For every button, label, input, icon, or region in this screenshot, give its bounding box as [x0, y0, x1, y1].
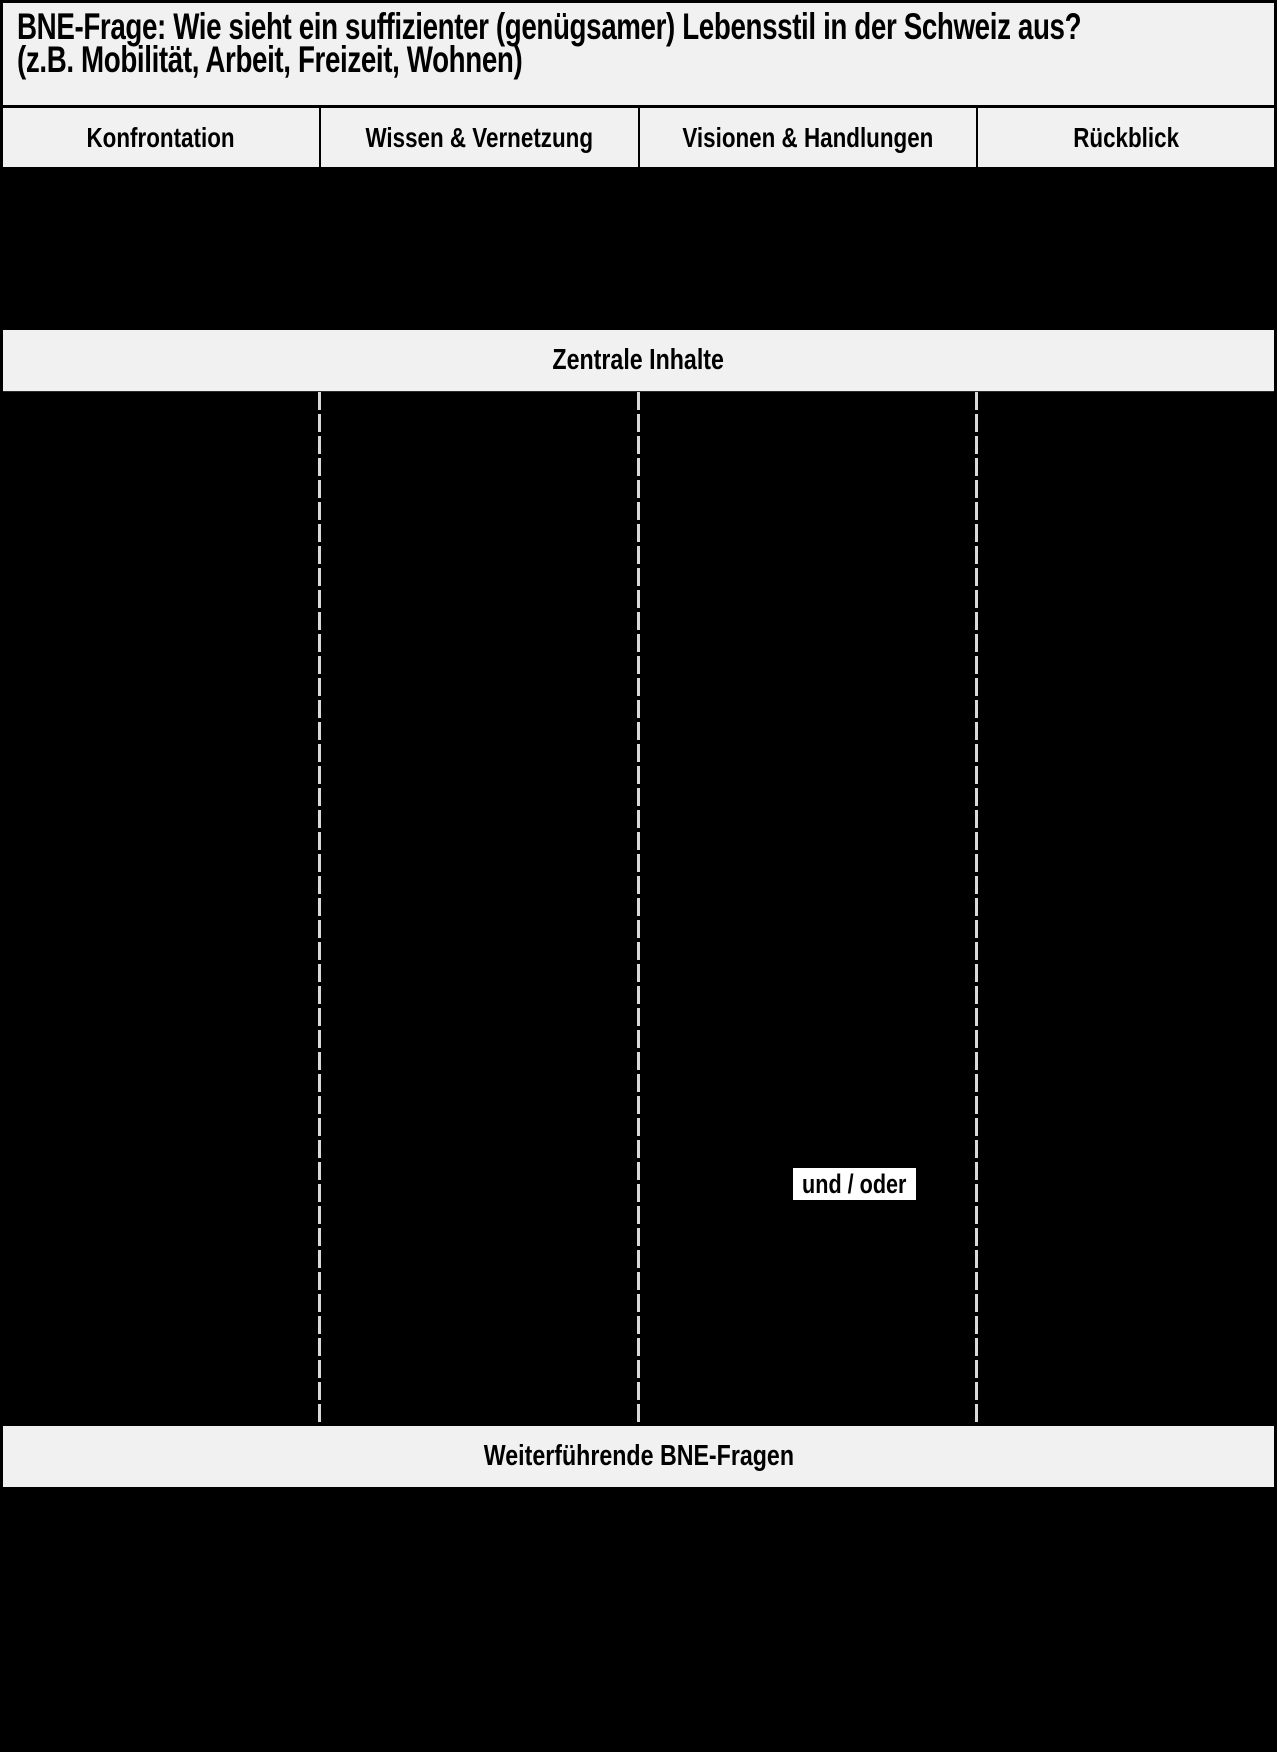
column-divider-dashed-2 [637, 392, 640, 1426]
phase-header-konfrontation-label: Konfrontation [86, 121, 236, 153]
central-content-work-area [3, 392, 1274, 1426]
bne-question-title-block [3, 3, 1274, 108]
phase-header-rueckblick-label: Rückblick [1073, 121, 1179, 153]
and-or-label-text: und / oder [802, 1169, 907, 1199]
redacted-content-block-bottom [3, 1487, 1274, 1749]
column-divider-dashed-3 [975, 392, 978, 1426]
phase-header-visionen-handlungen [638, 108, 976, 167]
bne-question-examples [17, 39, 1260, 80]
phase-header-rueckblick [976, 108, 1274, 167]
central-content-label: Zentrale Inhalte [552, 344, 725, 376]
bne-question-title-text: BNE-Frage: Wie sieht ein suffizienter (genügsamer) Lebensstil in der Schweiz aus? [17, 6, 1082, 47]
and-or-label [793, 1168, 916, 1200]
phase-header-row [3, 108, 1274, 167]
column-divider-dashed-1 [318, 392, 321, 1426]
redacted-content-block-top [3, 167, 1274, 330]
further-bne-questions-label: Weiterführende BNE-Fragen [483, 1440, 794, 1472]
phase-header-konfrontation [3, 108, 319, 167]
further-bne-questions-bar [3, 1426, 1274, 1487]
bne-question-examples-text: (z.B. Mobilität, Arbeit, Freizeit, Wohnen) [17, 39, 523, 80]
central-content-bar [3, 330, 1274, 392]
phase-header-wissen-vernetzung [319, 108, 638, 167]
phase-header-visionen-handlungen-label: Visionen & Handlungen [682, 121, 934, 153]
phase-header-wissen-vernetzung-label: Wissen & Vernetzung [365, 121, 594, 153]
